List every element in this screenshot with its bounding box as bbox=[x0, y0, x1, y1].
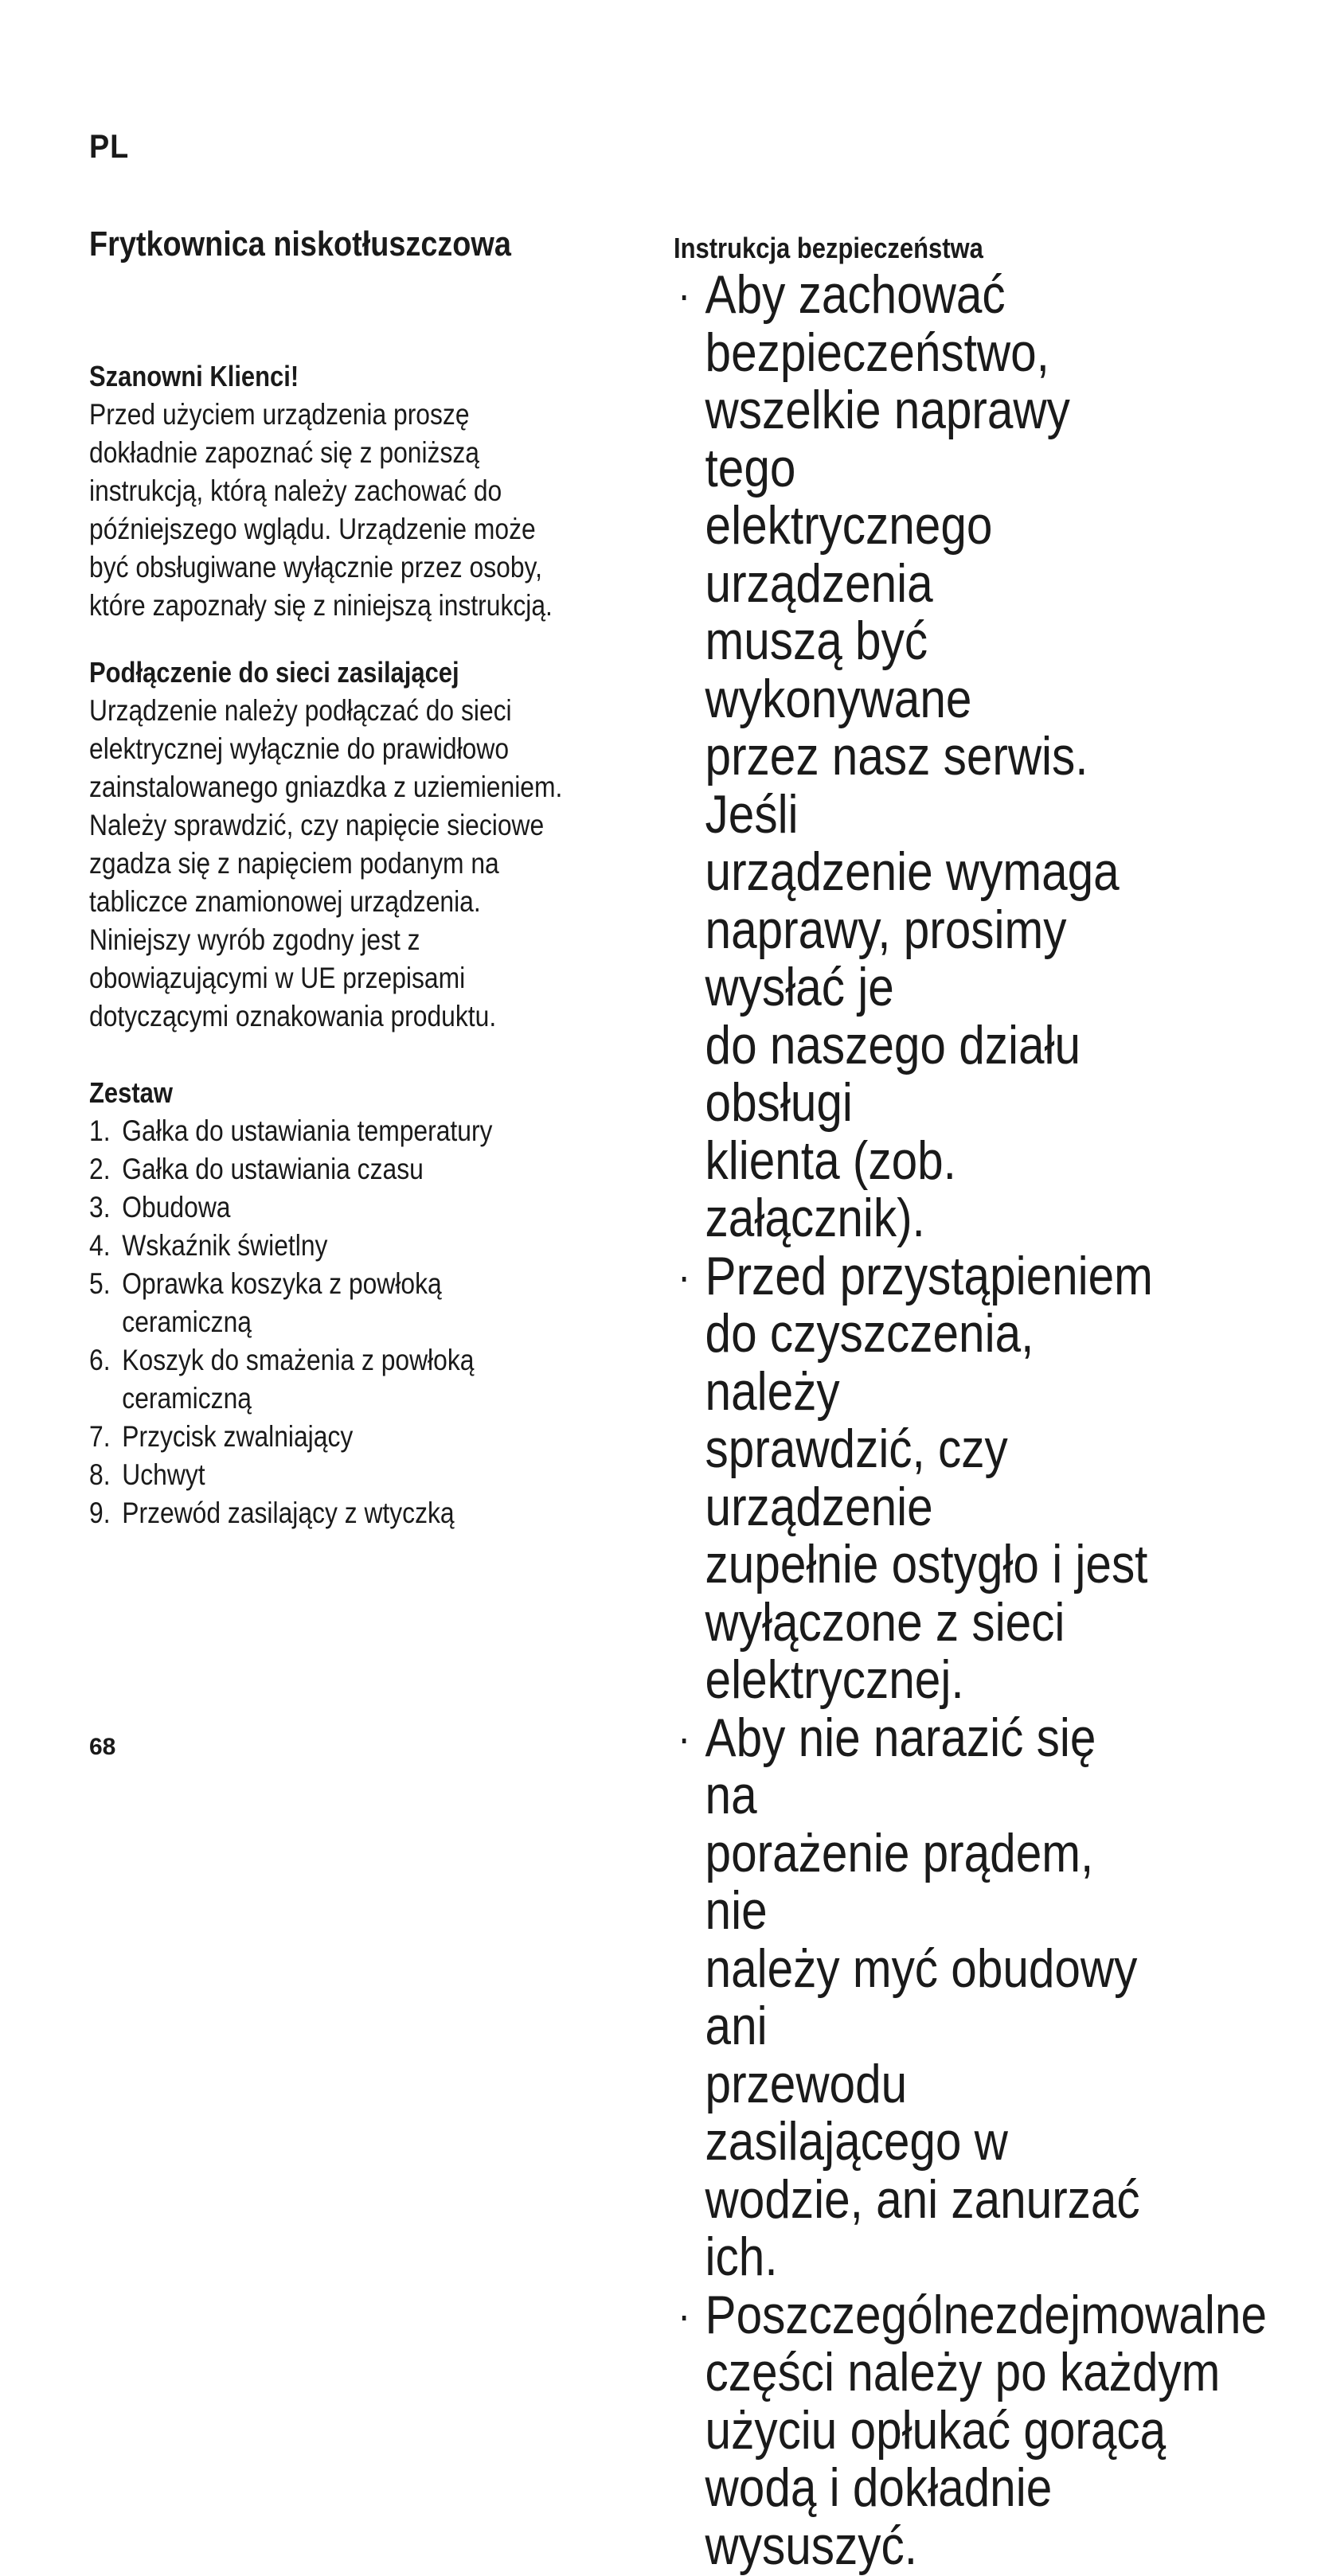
list-item-text: Koszyk do smażenia z powłoką ceramiczną bbox=[122, 1344, 475, 1415]
safety-bullet-text: Aby zachować bezpieczeństwo, wszelkie naprawy tego elektrycznego urządzenia muszą być wykonywane przez nasz serwis. Jeśli urządzenie wymaga naprawy, prosimy wysłać je do naszego działu obsługi klienta (zob. załącznik). bbox=[705, 264, 1120, 1248]
bullet-mark: · bbox=[678, 269, 691, 319]
list-item bbox=[89, 1341, 569, 1418]
bullet-mark: · bbox=[678, 1250, 691, 1301]
power-connection-section bbox=[89, 654, 569, 1036]
safety-bullet-text: Aby nie narazić się na porażenie prądem, nie należy myć obudowy ani przewodu zasilającego w wodzie, ani zanurzać ich. bbox=[705, 1707, 1140, 2287]
list-item-number: 3. bbox=[89, 1191, 111, 1224]
list-item-text: Gałka do ustawiania temperatury bbox=[122, 1114, 493, 1147]
set-contents-list bbox=[89, 1112, 569, 1532]
safety-bullet-text: Przed przystąpieniem do czyszczenia, należy sprawdzić, czy urządzenie zupełnie ostygło i jest wyłączone z sieci elektrycznej. bbox=[705, 1245, 1153, 1710]
list-item bbox=[89, 1227, 569, 1265]
power-connection-text: Urządzenie należy podłączać do sieci elektrycznej wyłącznie do prawidłowo zainstalowanego gniazdka z uziemieniem. Należy sprawdzić, czy napięcie sieciowe zgadza się z napięciem podanym na tabliczce znamionowej urządzenia. Niniejszy wyrób zgodny jest z obowiązującymi w UE przepisami dotyczącymi oznakowania produktu. bbox=[89, 694, 563, 1032]
greeting-heading: Szanowni Klienci! bbox=[89, 360, 299, 392]
left-column-inner bbox=[89, 224, 569, 1532]
safety-bullet bbox=[674, 1709, 1153, 2286]
left-column bbox=[89, 224, 647, 1532]
list-item bbox=[89, 1494, 569, 1532]
power-connection-heading: Podłączenie do sieci zasilającej bbox=[89, 656, 459, 689]
safety-bullet-list bbox=[674, 264, 1267, 2576]
list-item-text: Oprawka koszyka z powłoką ceramiczną bbox=[122, 1267, 442, 1338]
right-column-inner bbox=[674, 231, 1267, 2576]
list-item-number: 4. bbox=[89, 1229, 111, 1262]
list-item-number: 2. bbox=[89, 1153, 111, 1185]
set-contents-heading: Zestaw bbox=[89, 1076, 173, 1109]
list-item-text: Wskaźnik świetlny bbox=[122, 1229, 328, 1262]
right-column bbox=[674, 231, 1267, 2576]
list-item-number: 5. bbox=[89, 1267, 111, 1300]
list-item bbox=[89, 1188, 569, 1227]
list-item-number: 6. bbox=[89, 1344, 111, 1376]
list-item bbox=[89, 1112, 569, 1150]
list-item-number: 1. bbox=[89, 1114, 111, 1147]
safety-heading: Instrukcja bezpieczeństwa bbox=[674, 232, 983, 264]
list-item-text: Przycisk zwalniający bbox=[122, 1420, 354, 1453]
list-item bbox=[89, 1456, 569, 1494]
list-item-number: 8. bbox=[89, 1458, 111, 1491]
list-item-text: Przewód zasilający z wtyczką bbox=[122, 1497, 455, 1529]
page-number: 68 bbox=[89, 1734, 116, 1760]
bullet-mark: · bbox=[678, 1711, 691, 1762]
bullet-mark: · bbox=[678, 2289, 691, 2340]
list-item-number: 7. bbox=[89, 1420, 111, 1453]
list-item-text: Obudowa bbox=[122, 1191, 231, 1224]
page-title: Frytkownica niskotłuszczowa bbox=[89, 224, 511, 263]
safety-bullet bbox=[674, 266, 1153, 1247]
list-item bbox=[89, 1418, 569, 1456]
list-item-number: 9. bbox=[89, 1497, 111, 1529]
list-item bbox=[89, 1265, 569, 1341]
list-item-text: Uchwyt bbox=[122, 1458, 205, 1491]
greeting-section bbox=[89, 357, 569, 625]
set-contents-section bbox=[89, 1074, 569, 1532]
language-code: PL bbox=[89, 127, 130, 165]
list-item-text: Gałka do ustawiania czasu bbox=[122, 1153, 424, 1185]
list-item bbox=[89, 1150, 569, 1188]
safety-bullet bbox=[674, 2284, 1267, 2576]
greeting-text: Przed użyciem urządzenia proszę dokładnie zapoznać się z poniższą instrukcją, którą należy zachować do późniejszego wglądu. Urządzenie może być obsługiwane wyłącznie przez osoby, które zapoznały się z niniejszą instrukcją. bbox=[89, 398, 553, 622]
safety-bullet-text: Poszczególnezdejmowalne części należy po każdym użyciu opłukać gorącą wodą i dokładnie wysuszyć. bbox=[705, 2284, 1267, 2576]
safety-bullet bbox=[674, 1247, 1153, 1709]
